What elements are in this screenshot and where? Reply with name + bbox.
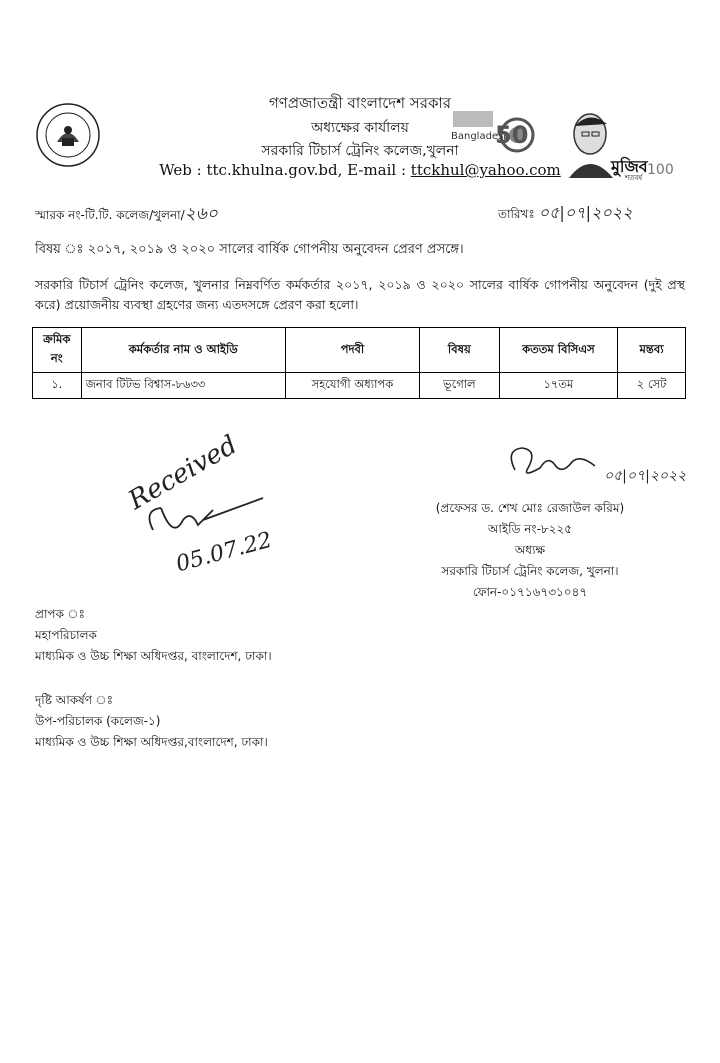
bangladesh-text: Bangladesh [451,131,510,142]
signature-block [380,498,680,603]
subject-line: বিষয় ঃ ২০১৭, ২০১৯ ও ২০২০ সালের বার্ষিক গোপনীয় অনুবেদন প্রেরণ প্রসঙ্গে। [35,242,464,257]
government-title: গণপ্রজাতন্ত্রী বাংলাদেশ সরকার [268,94,452,112]
memo-number: ২৬০ [184,204,218,224]
body-paragraph: সরকারি টিচার্স ট্রেনিং কলেজ, খুলনার নিম্নবর্ণিত কর্মকর্তার ২০১৭, ২০১৯ ও ২০২০ সালের বার্ষিক গোপনীয় অনুবেদন (দুই প্রস্থ করে) প্রয়োজনীয় ব্যবস্থা গ্রহণের জন্য এতদসঙ্গে প্রেরণ করা হলো। [35,277,685,312]
principal-signature [500,440,690,500]
memo-date [498,200,633,227]
recipient-title: মহাপরিচালক [35,628,97,642]
recipient-office: মাধ্যমিক ও উচ্চ শিক্ষা অধিদপ্তর, বাংলাদেশ, ঢাকা। [35,649,272,663]
col-name-id: কর্মকর্তার নাম ও আইডি [81,328,285,373]
attention-block [35,690,268,753]
mujib-100-logo [555,108,674,182]
signatory-name: (প্রফেসর ড. শেখ মোঃ রেজাউল করিম) [435,501,625,515]
signatory-designation: অধ্যক্ষ [514,543,546,557]
received-word: Received [123,430,243,516]
fifty-text: 50 [495,121,529,149]
mujib-text: মুজিব [611,157,648,176]
signatory-phone: ফোন-০১৭১৬৭৩১০৪৭ [472,585,588,599]
cell-bcs-batch: ১৭তম [499,373,618,399]
memo-reference [35,201,218,229]
received-stamp [115,430,315,590]
cell-subject: ভূগোল [419,373,499,399]
signature-icon [500,440,610,490]
signatory-id: আইডি নং-৮২২৫ [487,522,573,536]
attention-title: উপ-পরিচালক (কলেজ-১) [35,714,161,728]
col-serial: ক্রমিক নং [33,328,82,373]
bangladesh-50-logo [447,105,539,161]
col-bcs-batch: কততম বিসিএস [499,328,618,373]
col-designation: পদবী [285,328,419,373]
shatabarsho-text: শতবর্ষ [625,174,643,182]
recipient-label: প্রাপক ঃ [35,607,85,621]
attention-label: দৃষ্টি আকর্ষণ ঃ [35,693,113,707]
table-row [33,373,686,399]
email-label: , E-mail : [337,161,411,179]
table-header-row [33,328,686,373]
cell-remarks: ২ সেট [618,373,686,399]
email-link[interactable]: ttckhul@yahoo.com [410,161,561,179]
cell-serial: ১. [33,373,82,399]
recipient-block [35,604,272,667]
signature-date: ০৫|০৭|২০২২ [604,468,687,484]
received-date: 05.07.22 [173,527,275,578]
date-value: ০৫|০৭|২০২২ [538,203,633,222]
memo-label: স্মারক নং-টি.টি. কলেজ/খুলনা/ [35,208,185,222]
date-label: তারিখঃ [498,207,535,221]
officer-table [32,327,686,399]
col-subject: বিষয় [419,328,499,373]
web-label: Web : [159,161,207,179]
signatory-college: সরকারি টিচার্স ট্রেনিং কলেজ, খুলনা। [441,564,619,578]
attention-office: মাধ্যমিক ও উচ্চ শিক্ষা অধিদপ্তর,বাংলাদেশ, ঢাকা। [35,735,268,749]
col-remarks: মন্তব্য [618,328,686,373]
office-title: অধ্যক্ষের কার্যালয় [311,120,409,136]
website-link[interactable]: ttc.khulna.gov.bd [206,161,338,179]
cell-name-id: জনাব টিটভ বিশ্বাস-৮৬৩৩ [81,373,285,399]
hundred-text: 100 [647,162,674,178]
cell-designation: সহযোগী অধ্যাপক [285,373,419,399]
college-title: সরকারি টিচার্স ট্রেনিং কলেজ,খুলনা [261,143,459,159]
